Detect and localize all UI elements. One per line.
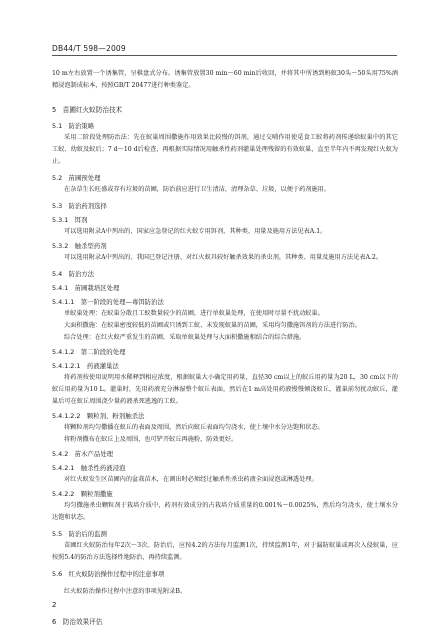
page-number: 2 <box>52 601 57 609</box>
paragraph: 对红火蚁发生区苗圃内的盆栽苗木，在调出时必须经过触杀性杀虫药液全面浸泡或淋透处理。 <box>64 476 318 483</box>
clause-heading: 5.4.2 苗木产品处理 <box>52 450 113 458</box>
subclause-heading: 5.4.1.1 第一阶段的处理—毒饵防治法 <box>52 298 164 306</box>
subsection-heading: 5.4 防治方法 <box>52 270 95 278</box>
subsection-heading: 5.3 防治药剂选择 <box>52 202 107 210</box>
paragraph: 将药剂按使用说明用水稀释到相应浓度，根据蚁巢大小确定用药量，直径30 cm以上的蚁丘用药量为20 L，30 cm以下的蚁丘用药量为10 L。灌巢时，先用药液充分淋湿整个蚁丘表面，然后在1 m高处用药液慢慢倾浇蚁丘，灌巢前勿扰动蚁丘，灌巢后可在蚁丘周围浇少量药液杀死逃逸的工蚁。 <box>52 374 398 405</box>
subsection-heading: 5.2 苗圃预处理 <box>52 174 101 182</box>
paragraph: 采用二阶段处理防治法：先在蚁巢周围撒施作用效果比较慢的饵剂，通过交哺作用使觅食工蚁将药剂传递给蚁巢中的其它工蚁、幼蚁及蚁后；7 d～10 d后检查，再根据实际情况用触杀性药剂灌巢处理残留的有效蚁巢，直至半年内不再发现红火蚁为止。 <box>52 134 398 165</box>
header-doc-code: DB44/T 598—2009 <box>52 44 126 53</box>
subsection-heading: 5.5 防治后的监测 <box>52 530 107 538</box>
clause-heading: 5.4.1 苗圃栽培区处理 <box>52 284 120 292</box>
paragraph: 可以选用附录A中列出的、国家应急登记的红火蚁专用饵剂，其种类、用量及施用方法见表A.1。 <box>64 228 327 235</box>
clause-heading: 5.3.2 触杀型药剂 <box>52 242 107 250</box>
subclause-heading: 5.4.1.2.2 颗粒剂、粉剂触杀法 <box>52 412 145 420</box>
paragraph: 苗圃红火蚁防治每年2次～3次。防治后，应按4.2的方法每月监测1次，持续监测1年，对于漏防蚁巢或再次入侵蚁巢，应按照5.4的防治方法选择性地防治，再持续监测。 <box>52 542 398 561</box>
subsection-heading: 5.1 防治策略 <box>52 122 95 130</box>
clause-heading: 5.3.1 饵剂 <box>52 216 88 224</box>
paragraph: 可以选用附录A中列出的、我国已登记注册、对红火蚁具较好触杀效果的杀虫剂，其种类、用量及施用方法见表A.2。 <box>64 254 383 261</box>
subclause-heading: 5.4.1.2 第二阶段的处理 <box>52 348 126 356</box>
paragraph: 将粉剂撒布在蚁丘上及周围，也可铲开蚁丘再施粉，防效更好。 <box>64 436 238 443</box>
paragraph: 单蚁巢处理：在蚁巢分散且工蚁数量较少的苗圃，进行单蚁巢处理，在使用时尽量不扰动蚁巢。 <box>64 310 324 317</box>
paragraph: 10 m左右放置一个诱集管，呈棋盘式分布。诱集管放置30 min～60 min后收回，并将其中所诱到蚂蚁30头～50头用75%酒精浸泡制成标本，按照GB/T 20477进行种类鉴定。 <box>52 70 398 89</box>
section-heading: 5 苗圃红火蚁防治技术 <box>52 106 123 114</box>
paragraph: 均匀撒施杀虫颗粒剂于栽培介质中，药剂有效成分的占栽培介质重量的0.001%～0.0025%，然后均匀浇水，使土壤水分达饱和状态。 <box>52 502 398 521</box>
paragraph: 红火蚁防治操作过程中注意的事项见附录B。 <box>64 588 187 595</box>
header-rule <box>52 55 397 56</box>
paragraph: 在杂草生长旺盛或存有垃圾的苗圃，防治前应进行卫生清洁，清理杂草、垃圾，以便于药剂施用。 <box>64 186 331 193</box>
document-body <box>52 68 398 632</box>
subclause-heading: 5.4.2.2 颗粒剂撒施 <box>52 490 113 498</box>
paragraph: 将颗粒剂均匀撒播在蚁丘的表面及周围，然后向蚁丘表面均匀浇水，使土壤中水分达饱和状态。 <box>64 424 324 431</box>
section-heading: 6 防治效果评估 <box>52 618 103 626</box>
paragraph: 大面积撒施：在蚁巢密度较低的苗圃或只诱到工蚁、未发现蚁巢的苗圃，采用均匀撒施饵剂的方法进行防治。 <box>64 322 361 329</box>
paragraph: 综合处理：在红火蚁严重发生的苗圃，采取单蚁巢处理与大面积撒施相结合的综合措施。 <box>64 334 306 341</box>
spacer <box>52 598 398 604</box>
subsection-heading: 5.6 红火蚁防治操作过程中的注意事项 <box>52 570 165 578</box>
subclause-heading: 5.4.1.2.1 药液灌巢法 <box>52 362 119 370</box>
subclause-heading: 5.4.2.1 触杀性药液浸泡 <box>52 464 126 472</box>
